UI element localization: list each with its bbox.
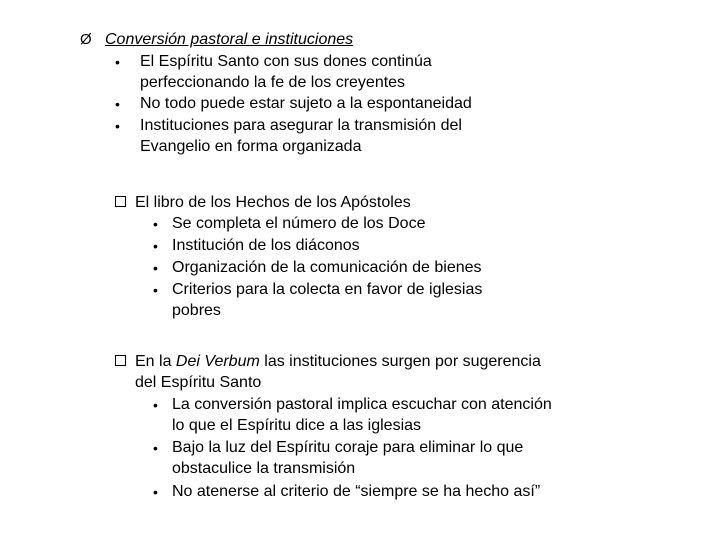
bullet-icon: • [153, 216, 158, 232]
section3-item2-line2: obstaculice la transmisión [172, 460, 356, 477]
bullet-icon: • [115, 118, 120, 134]
section2-heading: El libro de los Hechos de los Apóstoles [135, 194, 411, 211]
section3-item2-line1: Bajo la luz del Espíritu coraje para eliminar lo que [172, 439, 524, 456]
section3-heading-line1 [135, 352, 541, 372]
arrow-bullet-icon: Ø [80, 31, 92, 48]
section3-item1-line1: La conversión pastoral implica escuchar con atención [172, 396, 552, 413]
section3-heading-line2: del Espíritu Santo [135, 374, 262, 391]
section3-heading-pre: En la [135, 353, 176, 370]
section2-item2: Institución de los diáconos [172, 237, 360, 254]
section1-item3-line1: Instituciones para asegurar la transmisión del [140, 117, 462, 134]
bullet-icon: • [153, 282, 158, 298]
section3-heading-post: las instituciones surgen por sugerencia [259, 353, 541, 370]
section3-item3: No atenerse al criterio de “siempre se ha hecho así” [172, 483, 541, 500]
section1-item2-line1: No todo puede estar sujeto a la espontaneidad [140, 95, 472, 112]
section1-item3-line2: Evangelio en forma organizada [140, 138, 362, 155]
section2-item4-line1: Criterios para la colecta en favor de iglesias [172, 281, 483, 298]
section1-item1-line2: perfeccionando la fe de los creyentes [140, 74, 406, 91]
section2-item3: Organización de la comunicación de bienes [172, 259, 482, 276]
section3-heading-italic: Dei Verbum [175, 353, 260, 370]
bullet-icon: • [153, 440, 158, 456]
bullet-icon: • [153, 260, 158, 276]
bullet-icon: • [153, 484, 158, 500]
section2-item1: Se completa el número de los Doce [172, 215, 426, 232]
section1-heading: Conversión pastoral e instituciones [105, 31, 354, 48]
checkbox-square-icon [115, 193, 126, 213]
section1-item1-line1: El Espíritu Santo con sus dones continúa [140, 53, 432, 70]
bullet-icon: • [115, 96, 120, 112]
bullet-icon: • [115, 54, 120, 70]
bullet-icon: • [153, 238, 158, 254]
checkbox-square-icon [115, 352, 126, 372]
bullet-icon: • [153, 397, 158, 413]
section2-item4-line2: pobres [172, 302, 221, 319]
section3-item1-line2: lo que el Espíritu dice a las iglesias [172, 417, 422, 434]
